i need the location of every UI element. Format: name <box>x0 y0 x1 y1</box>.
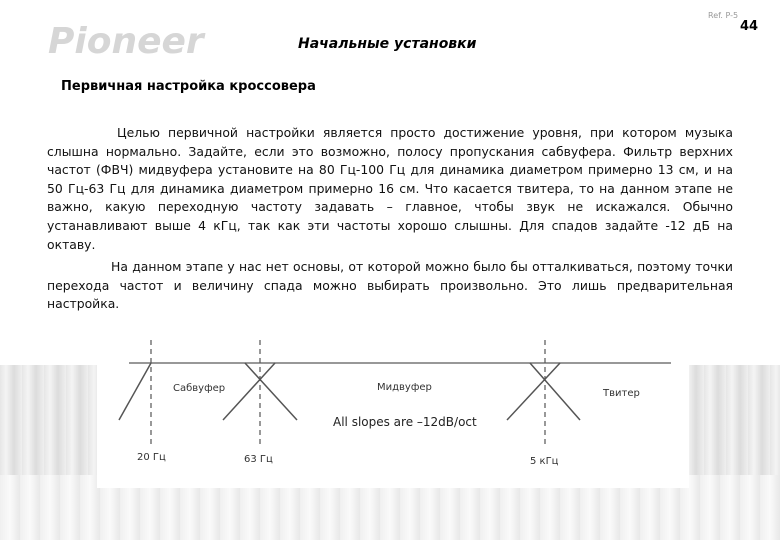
label-midwoofer: Мидвуфер <box>377 382 432 393</box>
paragraph-2: На данном этапе у нас нет основы, от которой можно было бы отталкиваться, поэтому точки перехода частот и величину спада можно выбирать произвольно. Это лишь предварительная настройка. <box>47 259 733 312</box>
mid-low-slope <box>223 363 275 420</box>
label-subwoofer: Сабвуфер <box>173 383 226 394</box>
label-20hz: 20 Гц <box>137 452 166 463</box>
tweeter-low-slope <box>507 363 560 420</box>
paragraph-1: Целью первичной настройки является просто достижение уровня, при котором музыка слышна нормально. Задайте, если это возможно, полосу пропускания сабвуфера. Фильтр верхних частот (ФВЧ) мидвуфера установите на 80 Гц-100 Гц для динамика диаметром примерно 13 см, и на 50 Гц-63 Гц для динамика диаметром примерно 16 см. Что касается твитера, то на данном этапе не важно, какую переходную частоту задавать – главное, чтобы звук не искажался. Обычно устанавливают выше 4 кГц, так как эти частоты хорошо слышны. Для спадов задайте -12 дБ на октаву. <box>47 125 733 252</box>
pioneer-logo: Pioneer <box>48 21 204 62</box>
crossover-diagram <box>97 336 689 488</box>
section-heading: Первичная настройка кроссовера <box>61 79 316 94</box>
crossover-diagram-graphic <box>97 336 689 488</box>
reference-code: Ref. P-5 <box>708 11 739 20</box>
label-5khz: 5 кГц <box>530 456 559 467</box>
body-text <box>47 124 733 318</box>
page-title: Начальные установки <box>298 36 477 52</box>
label-tweeter: Твитер <box>603 388 640 399</box>
slopes-note: All slopes are –12dB/oct <box>333 415 477 429</box>
sub-high-slope <box>245 363 297 420</box>
sub-low-slope <box>119 363 151 420</box>
page-number: 44 <box>740 19 759 34</box>
label-63hz: 63 Гц <box>244 454 273 465</box>
mid-high-slope <box>530 363 580 420</box>
